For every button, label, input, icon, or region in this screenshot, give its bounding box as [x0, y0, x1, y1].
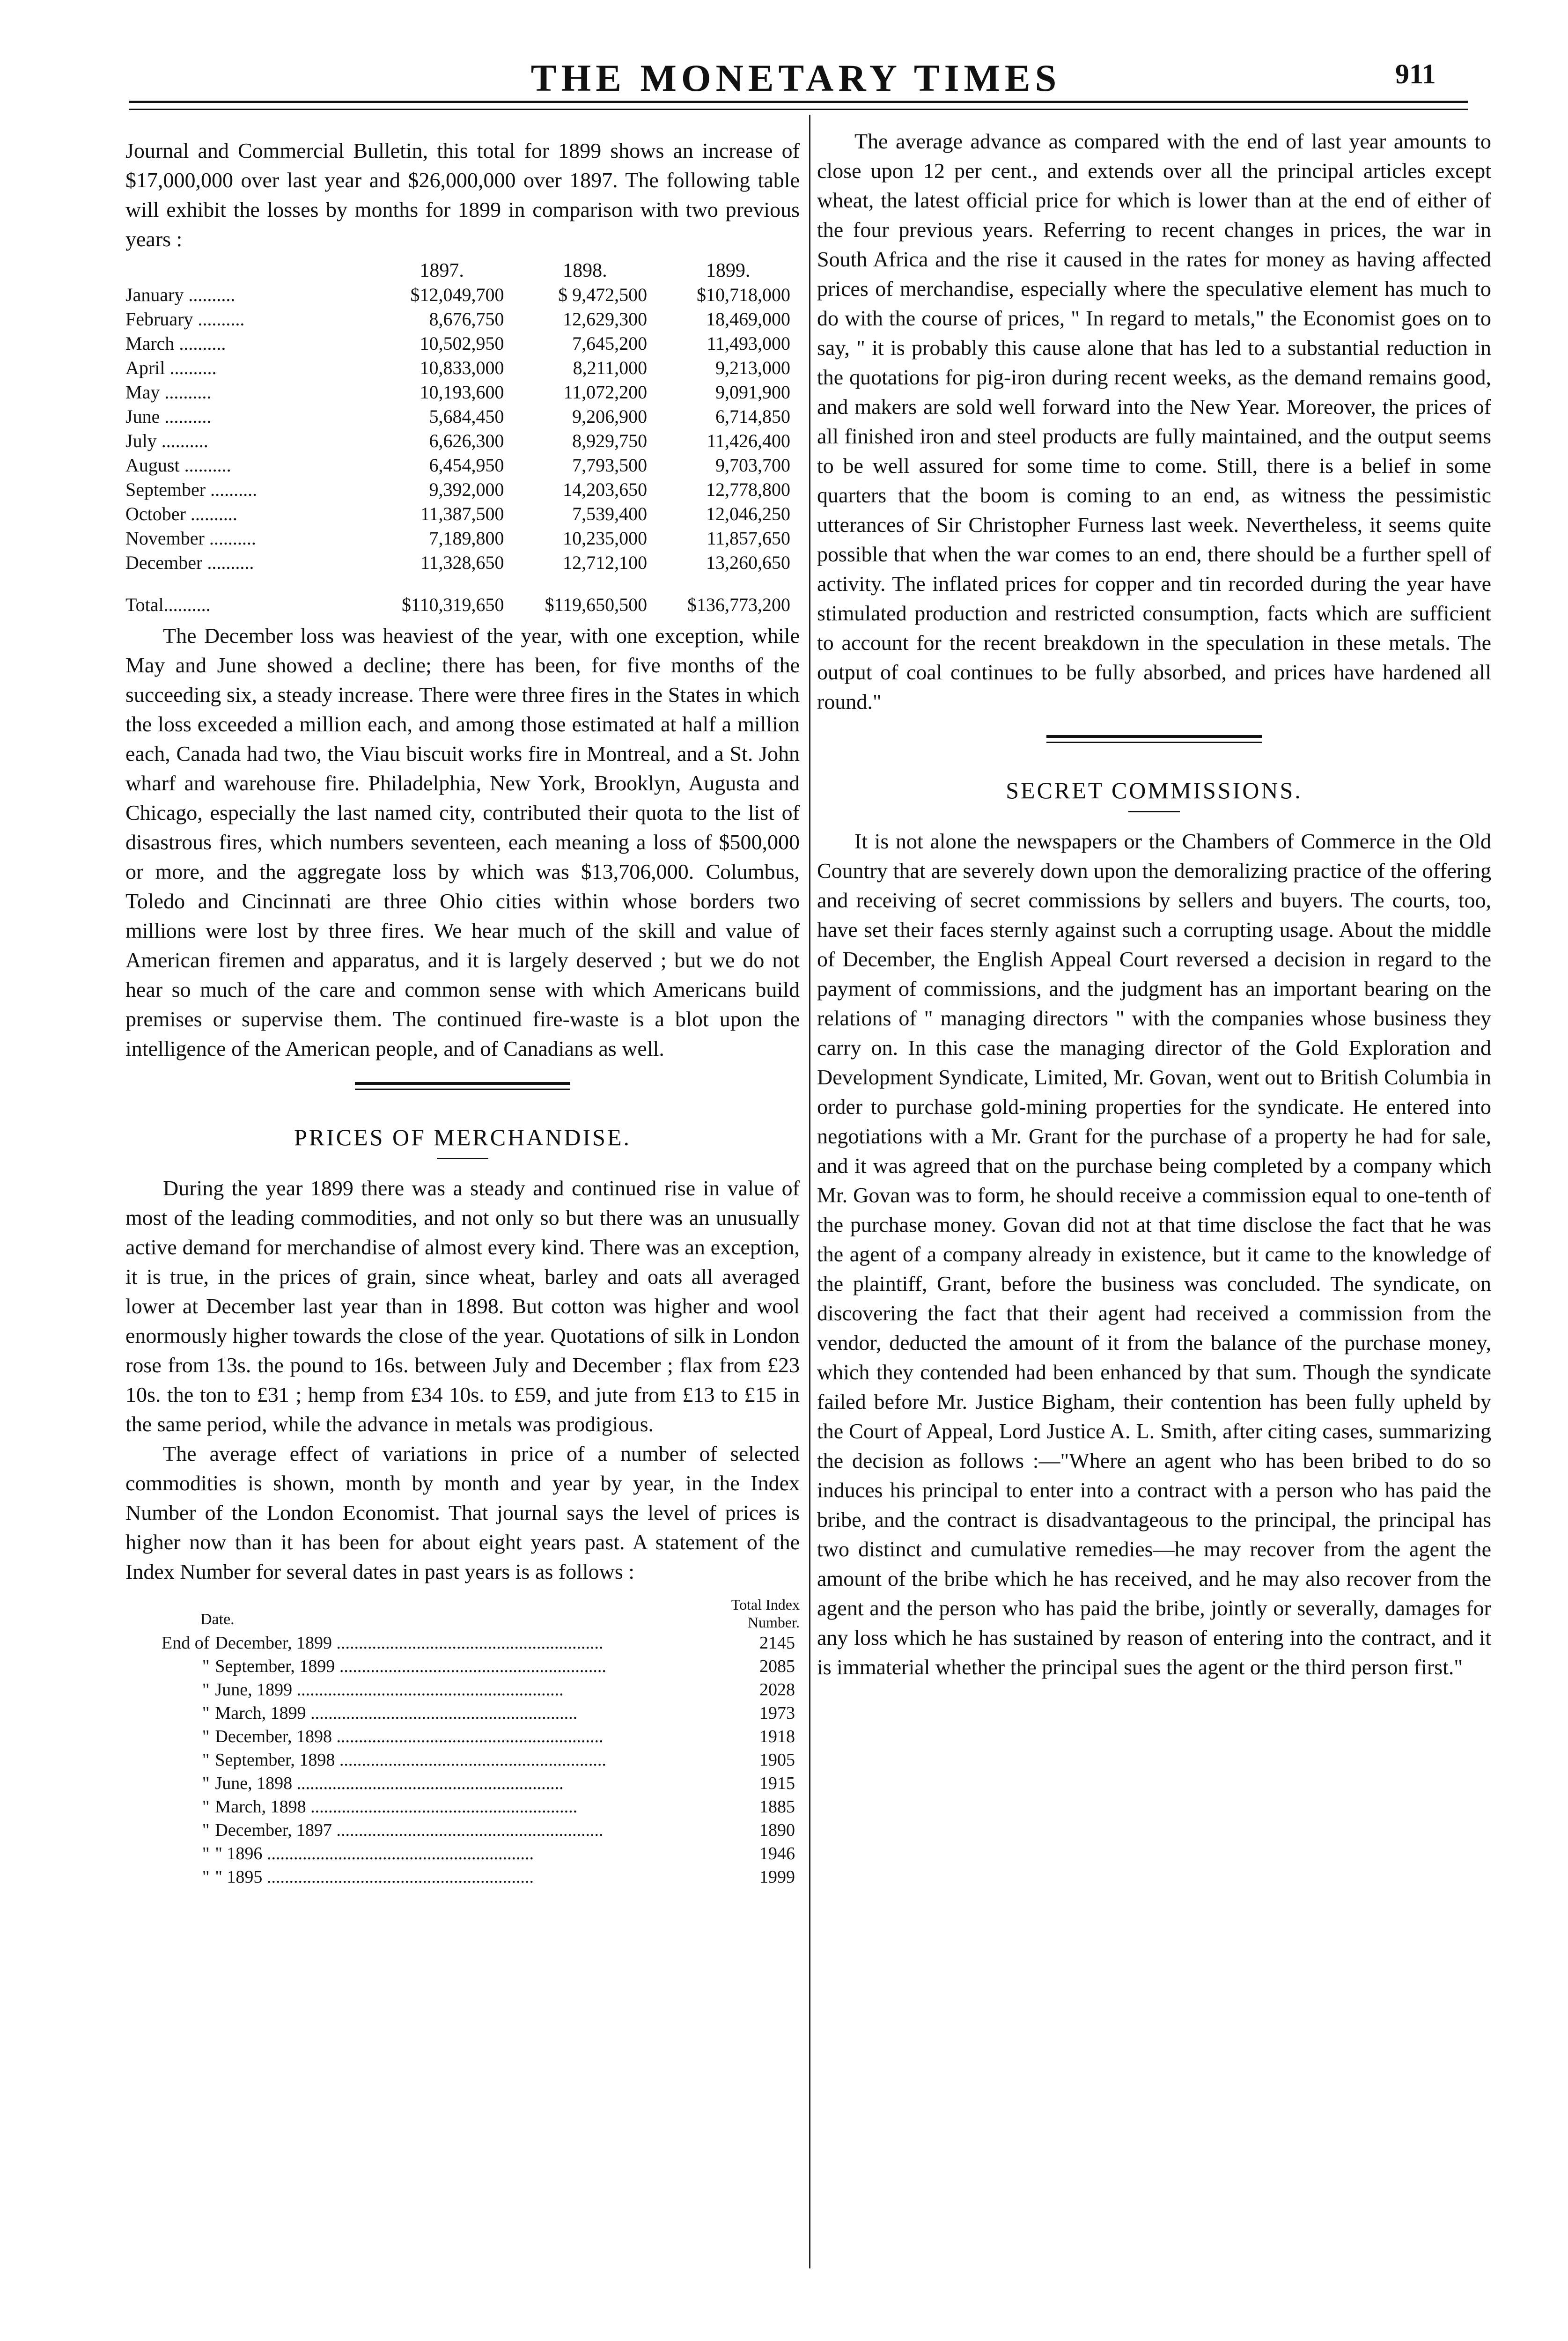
- loss-1898-cell: 12,712,100: [563, 552, 648, 573]
- month-cell: February ..........: [125, 309, 245, 330]
- month-cell: July ..........: [125, 430, 208, 451]
- month-cell: December ..........: [125, 552, 254, 573]
- index-value-cell: 1905: [759, 1750, 795, 1770]
- loss-1899-cell: 13,260,650: [706, 552, 790, 573]
- fire-losses-table: [125, 258, 800, 617]
- december-loss-paragraph: The December loss was heaviest of the year, with one exception, while May and June showed a decline; there has been, for five months of the succeeding six, a steady increase. There were three fires in the States in which the loss exceeded a million each, and among those estimated at half a million each, Canada had two, the Viau biscuit works fire in Montreal, and a St. John wharf and warehouse fire. Philadelphia, New York, Brooklyn, Augusta and Chicago, especially the last named city, contributed their quota to the list of disastrous fires, which numbers seventeen, each meaning a loss of $500,000 or more, and the aggregate loss by which was $13,706,000. Columbus, Toledo and Cincinnati are three Ohio cities within whose borders two millions were lost by three fires. We hear much of the skill and value of American firemen and apparatus, and it is largely deserved ; but we do not hear so much of the care and common sense with which Americans build premises or supervise them. The continued fire-waste is a blot upon the intelligence of the American people, and of Canadians as well.: [125, 624, 800, 1060]
- fire-losses-intro: Journal and Commercial Bulletin, this total for 1899 shows an increase of $17,000,000 over last year and $26,000,000 over 1897. The following table will exhibit the losses by months for 1899 in comparison with two previous years :: [125, 139, 800, 251]
- loss-1899-cell: 18,469,000: [706, 309, 790, 330]
- fire-losses-row: [125, 502, 800, 526]
- index-number-table: [125, 1596, 800, 1889]
- index-prefix-cell: ": [202, 1867, 210, 1887]
- prices-heading: PRICES OF MERCHANDISE.: [294, 1124, 632, 1150]
- total-value: $119,650,500: [545, 594, 648, 615]
- month-cell: September ..........: [125, 479, 258, 500]
- index-date-cell: March, 1899 ............................................................: [215, 1703, 578, 1723]
- index-row: [125, 1701, 800, 1725]
- left-column: [125, 136, 800, 1889]
- loss-1899-cell: 9,213,000: [715, 357, 790, 378]
- month-cell: May ..........: [125, 382, 212, 403]
- right-column: [817, 126, 1491, 1682]
- index-row: [125, 1842, 800, 1865]
- loss-1897-cell: 6,626,300: [429, 430, 504, 451]
- loss-1898-cell: 12,629,300: [563, 309, 648, 330]
- fire-losses-row: [125, 429, 800, 453]
- index-date-cell: December, 1899 ............................................................: [215, 1633, 604, 1653]
- prices-paragraph-2: The average effect of variations in price of a number of selected commodities is shown, month by month and year by year, in the Index Number of the London Economist. That journal says the level of prices is higher now than it has been for about eight years past. A statement of the Index Number for several dates in past years is as follows :: [125, 1442, 800, 1583]
- index-row: [125, 1748, 800, 1772]
- separator-line: [1046, 742, 1262, 743]
- month-cell: August ..........: [125, 455, 231, 476]
- loss-1897-cell: 11,328,650: [420, 552, 504, 573]
- loss-1897-cell: $12,049,700: [410, 284, 504, 305]
- index-value-cell: 1999: [759, 1867, 795, 1887]
- index-date-cell: September, 1899 ............................................................: [215, 1656, 606, 1676]
- journal-title: THE MONETARY TIMES: [530, 57, 1061, 99]
- loss-1897-cell: 11,387,500: [420, 503, 504, 524]
- month-cell: March ..........: [125, 333, 226, 354]
- total-value: $136,773,200: [687, 594, 790, 615]
- index-prefix-cell: End of: [162, 1633, 210, 1653]
- loss-1898-cell: 14,203,650: [563, 479, 648, 500]
- fire-losses-row: [125, 478, 800, 502]
- column-divider: [809, 115, 810, 2268]
- fire-losses-row: [125, 526, 800, 551]
- index-value-cell: 1890: [759, 1820, 795, 1840]
- fire-losses-header-row: [125, 258, 800, 283]
- fire-losses-total-row: [125, 575, 800, 617]
- section-separator: [1046, 735, 1262, 743]
- loss-1899-cell: 11,493,000: [707, 333, 790, 354]
- month-cell: January ..........: [125, 284, 236, 305]
- loss-1897-cell: 5,684,450: [429, 406, 504, 427]
- index-value-cell: 2028: [759, 1680, 795, 1700]
- header-rule-thin: [129, 109, 1468, 110]
- fire-losses-row: [125, 283, 800, 307]
- loss-1898-cell: 7,539,400: [572, 503, 648, 524]
- index-date-cell: " 1895 ............................................................: [215, 1867, 534, 1887]
- heading-rule: [437, 1158, 488, 1159]
- loss-1897-cell: 10,502,950: [420, 333, 504, 354]
- index-value-cell: 1973: [759, 1703, 795, 1723]
- month-header-blank: [125, 258, 370, 283]
- index-row: [125, 1818, 800, 1842]
- index-number-header: Total Index Number.: [731, 1596, 800, 1631]
- month-cell: June ..........: [125, 406, 212, 427]
- heading-rule: [1128, 811, 1180, 812]
- fire-losses-row: [125, 331, 800, 356]
- index-value-cell: 1915: [759, 1774, 795, 1793]
- index-row: [125, 1655, 800, 1678]
- loss-1898-cell: 8,929,750: [572, 430, 648, 451]
- index-row: [125, 1772, 800, 1795]
- index-prefix-cell: ": [202, 1820, 210, 1840]
- loss-1897-cell: 8,676,750: [429, 309, 504, 330]
- page-number: 911: [1395, 59, 1436, 89]
- loss-1899-cell: 9,091,900: [715, 382, 790, 403]
- index-prefix-cell: ": [202, 1703, 210, 1723]
- index-date-cell: December, 1897 ............................................................: [215, 1820, 604, 1840]
- secret-commissions-heading: SECRET COMMISSIONS.: [1006, 777, 1303, 803]
- masthead: [0, 52, 1568, 103]
- total-value: $110,319,650: [401, 594, 504, 615]
- index-prefix-cell: ": [202, 1844, 210, 1863]
- fire-losses-row: [125, 356, 800, 380]
- index-row: [125, 1725, 800, 1748]
- index-prefix-cell: ": [202, 1797, 210, 1817]
- loss-1897-cell: 10,833,000: [420, 357, 504, 378]
- fire-losses-row: [125, 380, 800, 405]
- separator-line: [1046, 735, 1262, 738]
- index-number-body: [125, 1631, 800, 1889]
- loss-1899-cell: $10,718,000: [697, 284, 790, 305]
- index-date-cell: March, 1898 ............................................................: [215, 1797, 578, 1817]
- loss-1898-cell: 7,793,500: [572, 455, 648, 476]
- loss-1899-cell: 11,857,650: [707, 528, 790, 549]
- index-row: [125, 1678, 800, 1701]
- header-rule: [129, 101, 1468, 103]
- prices-paragraph-1: During the year 1899 there was a steady and continued rise in value of most of the leading commodities, and not only so but there was an unusually active demand for merchandise of almost every kind. There was an exception, it is true, in the prices of grain, since wheat, barley and oats all averaged lower at December last year than in 1898. But cotton was higher and wool enormously higher towards the close of the year. Quotations of silk in London rose from 13s. the pound to 16s. between July and December ; flax from £23 10s. the ton to £31 ; hemp from £34 10s. to £59, and jute from £13 to £15 in the same period, while the advance in metals was prodigious.: [125, 1176, 800, 1436]
- index-row: [125, 1795, 800, 1818]
- loss-1899-cell: 12,046,250: [706, 503, 790, 524]
- loss-1897-cell: 7,189,800: [429, 528, 504, 549]
- index-header-row: [125, 1596, 800, 1631]
- index-prefix-cell: ": [202, 1656, 210, 1676]
- index-row: [125, 1631, 800, 1655]
- month-cell: November ..........: [125, 528, 256, 549]
- loss-1897-cell: 10,193,600: [420, 382, 504, 403]
- separator-line: [355, 1082, 570, 1085]
- section-separator: [355, 1082, 570, 1090]
- loss-1898-cell: $ 9,472,500: [558, 284, 648, 305]
- index-date-cell: December, 1898 ............................................................: [215, 1727, 604, 1746]
- month-cell: April ..........: [125, 357, 217, 378]
- index-prefix-cell: ": [202, 1727, 210, 1746]
- index-date-cell: September, 1898 ............................................................: [215, 1750, 606, 1770]
- fire-losses-row: [125, 405, 800, 429]
- average-advance-paragraph: The average advance as compared with the end of last year amounts to close upon 12 per cent., and extends over all the principal articles except wheat, the latest official price for which is lower than at the end of either of the four previous years. Referring to recent changes in prices, the war in South Africa and the rise it caused in the rates for money as having affected prices of merchandise, especially where the speculative element has much to do with the course of prices, " In regard to metals," the Economist goes on to say, " it is probably this cause alone that has led to a substantial reduction in the quotations for pig-iron during recent weeks, as the demand remains good, and makers are sold well forward into the New Year. Moreover, the prices of all finished iron and steel products are fully maintained, and the output seems to be well assured for some time to come. Still, there is a belief in some quarters that the boom is coming to an end, as witness the pessimistic utterances of Sir Christopher Furness last week. Nevertheless, it seems quite possible that when the war comes to an end, there should be a further spell of activity. The inflated prices for copper and tin recorded during the year have stimulated production and restricted consumption, facts which are sufficient to account for the recent breakdown in the speculation in these metals. The output of coal continues to be fully absorbed, and prices have hardened all round.": [817, 129, 1491, 714]
- fire-losses-row: [125, 307, 800, 331]
- month-cell: October ..........: [125, 503, 237, 524]
- index-date-cell: " 1896 ............................................................: [215, 1844, 534, 1863]
- index-value-cell: 1918: [759, 1727, 795, 1746]
- secret-commissions-paragraph: It is not alone the newspapers or the Chambers of Commerce in the Old Country that are severely down upon the demoralizing practice of the offering and receiving of secret commissions by sellers and buyers. The courts, too, have set their faces sternly against such a corrupting usage. About the middle of December, the English Appeal Court reversed a decision in regard to the payment of commissions, and the judgment has an important bearing on the relations of " managing directors " with the companies whose business they carry on. In this case the managing director of the Gold Exploration and Development Syndicate, Limited, Mr. Govan, went out to British Columbia in order to purchase gold-mining properties for the syndicate. He entered into negotiations with a Mr. Grant for the purchase of a property he had for sale, and it was agreed that on the purchase being completed by a company which Mr. Govan was to form, he should receive a commission equal to one-tenth of the purchase money. Govan did not at that time disclose the fact that he was the agent of a company already in existence, but it came to the knowledge of the plaintiff, Grant, before the business was concluded. The syndicate, on discovering the fact that their agent had received a commission from the vendor, deducted the amount of it from the balance of the purchase money, which they contended had been enhanced by that sum. Though the syndicate failed before Mr. Justice Bigham, their contention has been fully upheld by the Court of Appeal, Lord Justice A. L. Smith, after citing cases, summarizing the decision as follows :—"Where an agent who has been bribed to do so induces his principal to enter into a contract with a person who has paid the bribe, and the contract is disadvantageous to the principal, the principal has two distinct and cumulative remedies—he may recover from the agent the amount of the bribe which he has received, and he may also recover from the agent and the person who has paid the bribe, jointly or severally, damages for any loss which he has sustained by reason of entering into the contract, and it is immaterial whether the principal sues the agent or the third person first.": [817, 829, 1491, 1679]
- loss-1898-cell: 7,645,200: [572, 333, 648, 354]
- index-date-cell: June, 1899 ............................................................: [215, 1680, 564, 1700]
- index-prefix-cell: ": [202, 1774, 210, 1793]
- index-date-cell: June, 1898 ............................................................: [215, 1774, 564, 1793]
- separator-line: [355, 1089, 570, 1090]
- loss-1898-cell: 9,206,900: [572, 406, 648, 427]
- loss-1897-cell: 6,454,950: [429, 455, 504, 476]
- total-label: Total..........: [125, 594, 211, 615]
- fire-losses-row: [125, 453, 800, 478]
- loss-1899-cell: 12,778,800: [706, 479, 790, 500]
- loss-1898-cell: 11,072,200: [563, 382, 648, 403]
- year-header: 1897.: [420, 260, 464, 281]
- loss-1897-cell: 9,392,000: [429, 479, 504, 500]
- index-value-cell: 2085: [759, 1656, 795, 1676]
- loss-1899-cell: 11,426,400: [707, 430, 790, 451]
- fire-losses-row: [125, 551, 800, 575]
- loss-1898-cell: 10,235,000: [563, 528, 648, 549]
- fire-losses-body: [125, 283, 800, 575]
- loss-1899-cell: 6,714,850: [715, 406, 790, 427]
- index-row: [125, 1865, 800, 1889]
- index-value-cell: 1885: [759, 1797, 795, 1817]
- date-header: Date.: [200, 1611, 235, 1628]
- year-header: 1899.: [706, 260, 751, 281]
- index-prefix-cell: ": [202, 1750, 210, 1770]
- index-value-cell: 1946: [759, 1844, 795, 1863]
- loss-1898-cell: 8,211,000: [573, 357, 648, 378]
- year-header: 1898.: [563, 260, 607, 281]
- loss-1899-cell: 9,703,700: [715, 455, 790, 476]
- index-prefix-cell: ": [202, 1680, 210, 1700]
- index-value-cell: 2145: [759, 1633, 795, 1653]
